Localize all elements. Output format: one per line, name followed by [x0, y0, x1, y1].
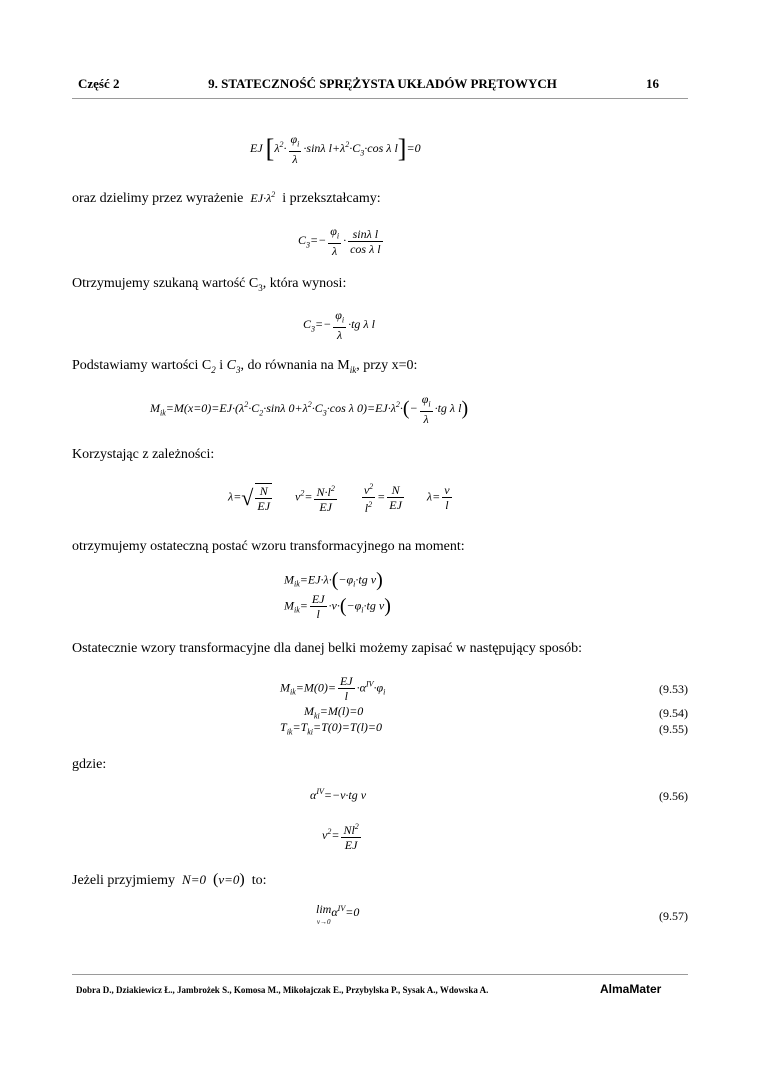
- equation-9-57: lim $\nu\to 0\alpha^{IV}=0$: [316, 902, 360, 926]
- footer-authors: Dobra D., Dziakiewicz Ł., Jambrożek S., Komosa M., Mikołajczak E., Przybylska P., Sysak A., Wdowska A.: [76, 985, 489, 995]
- paragraph-relations: Korzystając z zależności:: [72, 447, 215, 462]
- equation-number-9-57: (9.57): [659, 909, 688, 923]
- paragraph-final-form: otrzymujemy ostateczną postać wzoru transformacyjnego na moment:: [72, 539, 465, 554]
- paragraph-limit: Jeżeli przyjmiemy N=0 (ν=0) to:: [72, 871, 267, 888]
- part-label: Część 2: [78, 76, 120, 91]
- equation-9-54: $M_{ki}=M(l)=0$: [304, 704, 364, 721]
- equation-9-56: $\alpha^{IV}=-\nu\cdot tg$ ν: [310, 787, 367, 802]
- equation-mik-lambda: $M_{ik}=EJ\cdot\lambda\cdot(-\varphi_i\cdot tg$ ν): [284, 569, 383, 591]
- footer-brand: AlmaMater: [600, 982, 662, 996]
- page-header: [78, 76, 687, 96]
- paragraph-divide: oraz dzielimy przez wyrażenie $EJ\cdot\lambda^2$ i przekształcamy:: [72, 190, 381, 206]
- equation-relations: λ=√ $\frac{N}{EJ}$ $\nu^2=$ $\frac{N\cdot l^2}{EJ}$ $\frac{\nu^2}{l^2}$ = $\frac{N}{EJ}$ λ= $\frac{\nu}{l}$: [228, 482, 450, 515]
- equation-9-53: $M_{ik}=M(0)=$ $\frac{EJ}{l}$ $\cdot\alpha^{IV}\cdot\varphi_i$: [280, 674, 386, 703]
- paragraph-where: gdzie:: [72, 757, 107, 772]
- page-number: 16: [646, 76, 659, 91]
- paragraph-substitute: Podstawiamy wartości $C_2$ i $C_3$, do równania na $M_{ik}$, przy x=0:: [72, 358, 418, 375]
- equation-nu-squared: $\nu^2=$ $\frac{Nl^2}{EJ}$: [322, 822, 359, 852]
- equation-number-9-55: (9.55): [659, 722, 688, 736]
- equation-mik-nu: $M_{ik}=$ $\frac{EJ}{l}$ $\cdot\nu\cdot(-\varphi_i\cdot tg$ ν): [284, 592, 391, 621]
- equation-number-9-53: (9.53): [659, 682, 688, 696]
- equation-number-9-54: (9.54): [659, 706, 688, 720]
- paragraph-result: Otrzymujemy szukaną wartość $C_3$, która wynosi:: [72, 276, 347, 293]
- chapter-title: 9. STATECZNOŚĆ SPRĘŻYSTA UKŁADÓW PRĘTOWYCH: [208, 76, 557, 91]
- header-rule: [72, 98, 688, 99]
- equation-number-9-56: (9.56): [659, 789, 688, 803]
- equation-mik-long: $M_{ik}=M(x=0)=EJ\cdot(\lambda^2\cdot C_2\cdot\sin\lambda$ $0+\lambda^2\cdot C_3\cdot\cos$ λ $0)=EJ\cdot\lambda^2\cdot(-$ $\frac{\varphi_i}{\lambda}$ ·tg λ l): [150, 392, 469, 427]
- equation-bracket: EJ [$\lambda^2\cdot$ $\frac{\varphi_i}{\lambda}$ ·sinλ $l+\lambda^2\cdot C_3\cdot\cos$ λ l]=0: [250, 132, 421, 167]
- equation-9-55: $T_{ik}=T_{ki}=T(0)=T(l)=0$: [280, 720, 382, 737]
- equation-c3-tg: $C_3=-$ $\frac{\varphi_i}{\lambda}$ ·tg λ l: [303, 308, 375, 343]
- equation-c3-ratio: $C_3=-$ $\frac{\varphi_i}{\lambda}$ · $\frac{\text{sinλ l}}{\text{cos λ l}}$: [298, 224, 381, 259]
- footer-rule: [72, 974, 688, 975]
- paragraph-transform: Ostatecznie wzory transformacyjne dla danej belki możemy zapisać w następujący sposób:: [72, 641, 583, 656]
